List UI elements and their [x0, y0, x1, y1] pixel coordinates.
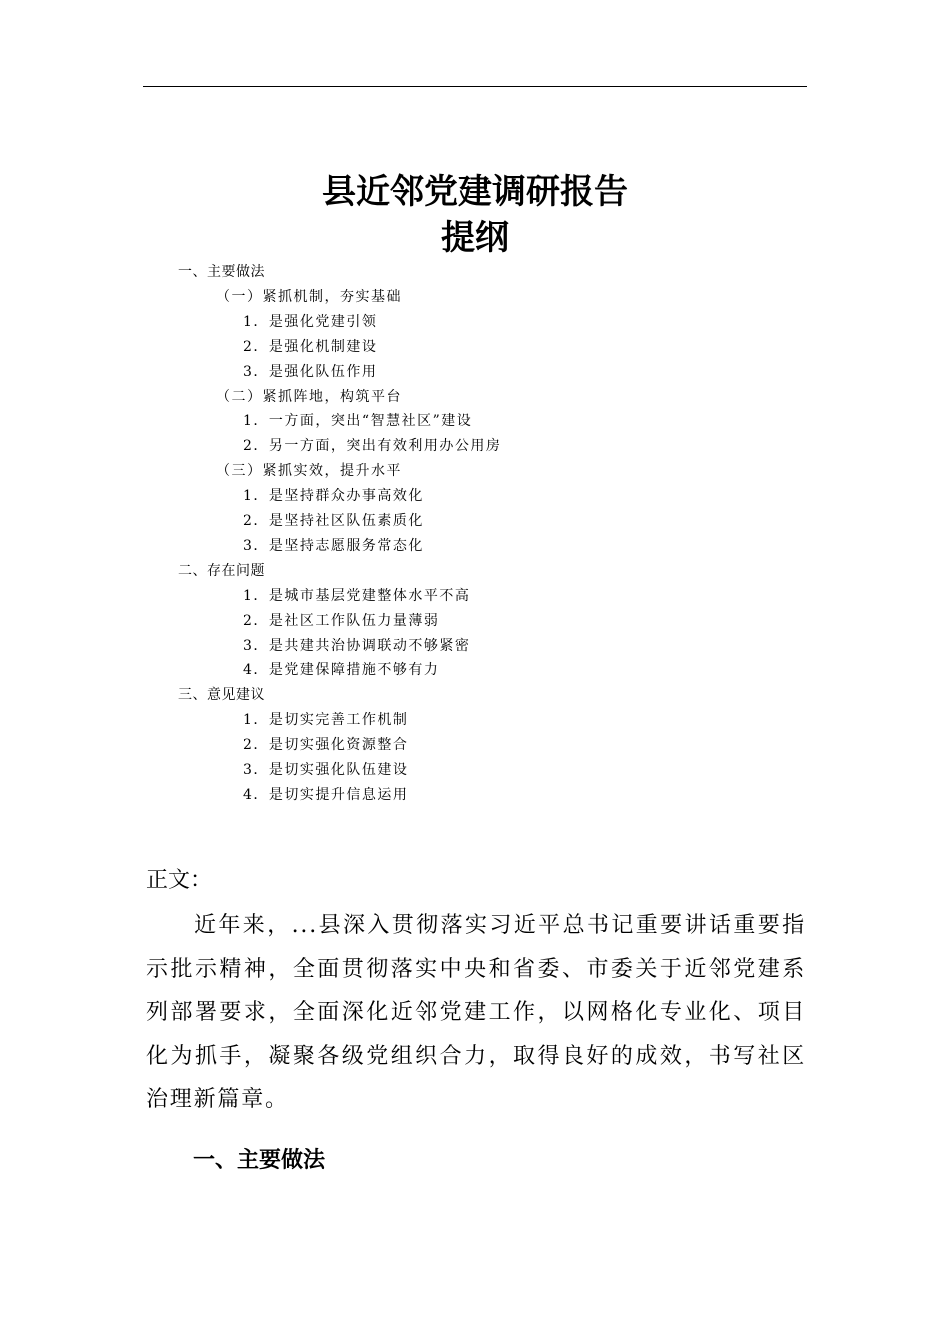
outline-item: 3．是强化队伍作用 [243, 363, 378, 380]
section-heading: 一、主要做法 [193, 1148, 326, 1173]
header-rule [143, 86, 807, 87]
outline-subheading: （二）紧抓阵地，构筑平台 [216, 388, 402, 405]
intro-paragraph: 近年来，...县深入贯彻落实习近平总书记重要讲话重要指示批示精神，全面贯彻落实中央和省委、市委关于近邻党建系列部署要求，全面深化近邻党建工作，以网格化专业化、项目化为抓手，凝聚各级党组织合力，取得良好的成效，书写社区治理新篇章。 [146, 913, 806, 1112]
outline-subheading: （三）紧抓实效，提升水平 [216, 463, 402, 480]
outline-item: 1．一方面，突出“智慧社区”建设 [243, 413, 473, 430]
outline-item: 2．是社区工作队伍力量薄弱 [243, 612, 440, 629]
outline-item: 2．另一方面，突出有效利用办公用房 [243, 438, 502, 455]
outline-item: 4．是切实提升信息运用 [243, 786, 409, 803]
outline-item: 2．是切实强化资源整合 [243, 737, 409, 754]
document-subtitle: 提纲 [441, 218, 509, 258]
outline-item: 1．是坚持群众办事高效化 [243, 488, 424, 505]
outline-item: 3．是共建共治协调联动不够紧密 [243, 637, 471, 654]
outline-heading: 二、存在问题 [178, 562, 265, 579]
outline-item: 1．是城市基层党建整体水平不高 [243, 587, 471, 604]
document-title: 县近邻党建调研报告 [322, 172, 628, 212]
outline-item: 4．是党建保障措施不够有力 [243, 662, 440, 679]
outline-item: 1．是切实完善工作机制 [243, 712, 409, 729]
body-label: 正文： [146, 868, 213, 893]
outline-subheading: （一）紧抓机制，夯实基础 [216, 288, 402, 305]
outline-item: 3．是切实强化队伍建设 [243, 762, 409, 778]
outline-heading: 三、意见建议 [178, 687, 265, 704]
outline-item: 2．是坚持社区队伍素质化 [243, 513, 424, 529]
outline-item: 2．是强化机制建设 [243, 338, 378, 355]
outline-item: 1．是强化党建引领 [243, 313, 378, 330]
outline-item: 3．是坚持志愿服务常态化 [243, 537, 424, 554]
outline-heading: 一、主要做法 [178, 264, 265, 280]
